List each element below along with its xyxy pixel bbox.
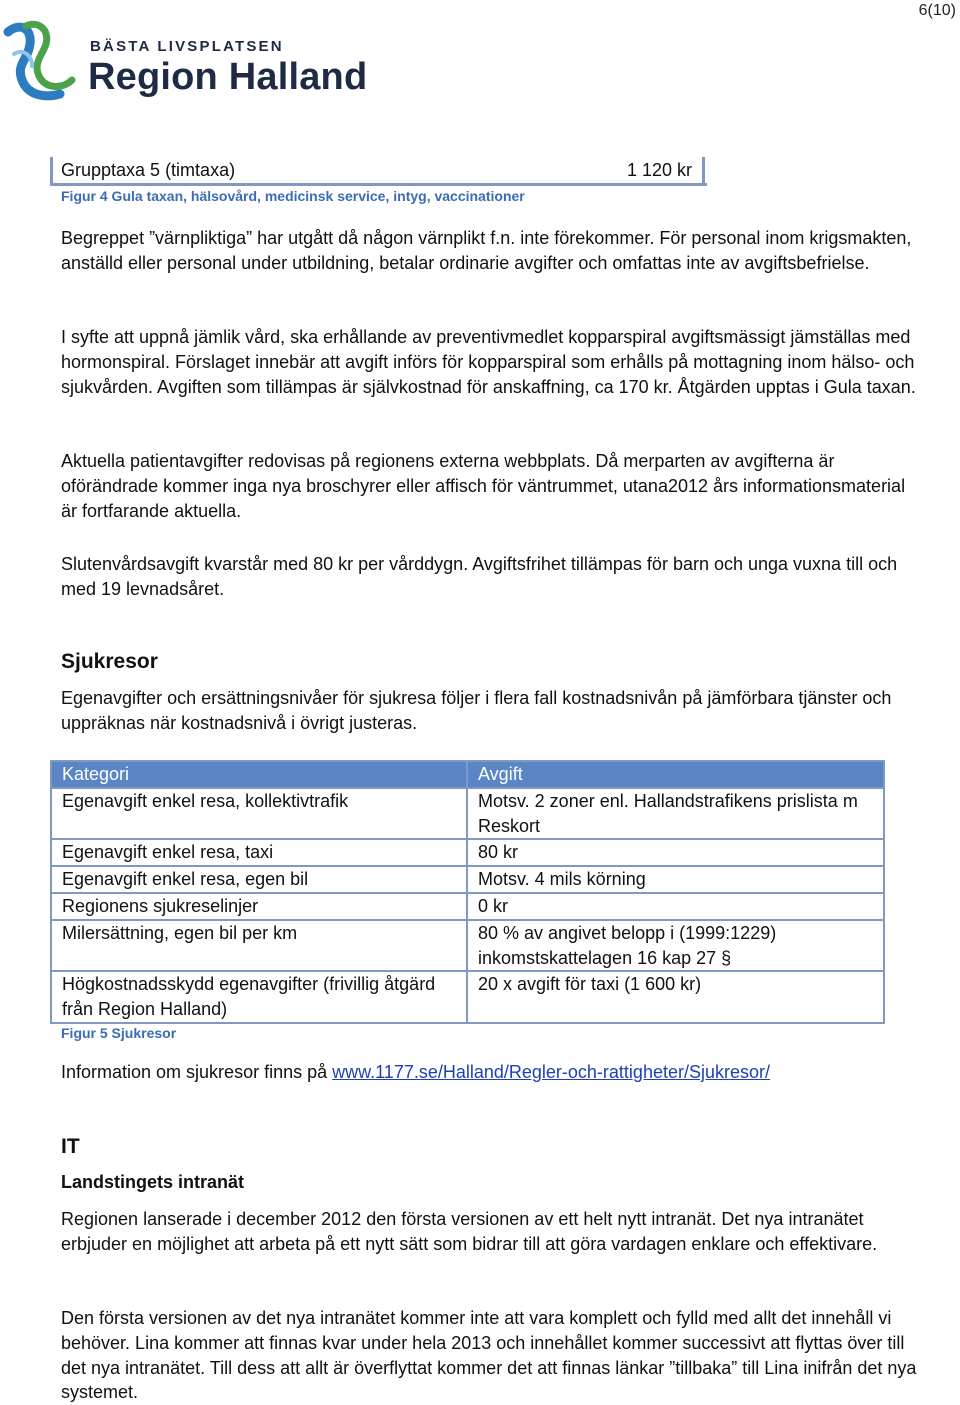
table-row [51, 788, 884, 840]
table-cell: Egenavgift enkel resa, kollektivtrafik [51, 788, 467, 840]
sjukresor-info-text: Information om sjukresor finns på [61, 1062, 333, 1082]
paragraph-intranat-lina: Den första versionen av det nya intranätet kommer inte att vara komplett och fylld med allt det innehåll vi behöver. Lina kommer att finnas kvar under hela 2013 och innehållet kommer successivt att flyttas över till det nya intranätet. Till dess att allt är överflyttat kommer det att finnas länkar ”tillbaka” till Lina inifrån det nya systemet. [61, 1308, 917, 1403]
heading-sjukresor: Sjukresor [61, 650, 158, 673]
table-header-kategori: Kategori [51, 761, 467, 788]
heading-it: IT [61, 1135, 80, 1158]
paragraph-varnplikt: Begreppet ”värnpliktiga” har utgått då någon värnplikt f.n. inte förekommer. För personal inom krigsmakten, anställd eller personal under utbildning, betalar ordinarie avgifter och omfattas inte av avgiftsbefrielse. [61, 228, 912, 273]
table-cell: 0 kr [467, 893, 884, 920]
logo-name: Region Halland [88, 56, 368, 98]
table-row [51, 971, 884, 1023]
heading-intranat: Landstingets intranät [61, 1172, 245, 1192]
table-row [51, 866, 884, 893]
figure-4-caption: Figur 4 Gula taxan, hälsovård, medicinsk service, intyg, vaccinationer [61, 188, 525, 204]
page-number: 6(10) [918, 2, 956, 19]
fee-label: Grupptaxa 5 (timtaxa) [61, 160, 236, 180]
table-cell: Egenavgift enkel resa, taxi [51, 839, 467, 866]
table-row [51, 893, 884, 920]
table-cell: 20 x avgift för taxi (1 600 kr) [467, 971, 884, 1023]
table-cell: Motsv. 2 zoner enl. Hallandstrafikens prislista m Reskort [467, 788, 884, 840]
paragraph-intranat-lansering: Regionen lanserade i december 2012 den första versionen av ett helt nytt intranät. Det nya intranätet erbjuder en möjlighet att arbeta på ett nytt sätt som bidrar till att göra vardagen enklare och effektivare. [61, 1209, 878, 1254]
table-cell: Regionens sjukreselinjer [51, 893, 467, 920]
table-cell: Motsv. 4 mils körning [467, 866, 884, 893]
sjukresor-table [50, 760, 885, 1024]
table-cell: 80 % av angivet belopp i (1999:1229) inkomstskattelagen 16 kap 27 § [467, 920, 884, 972]
figure-5-caption: Figur 5 Sjukresor [61, 1025, 177, 1041]
paragraph-patientavgifter: Aktuella patientavgifter redovisas på regionens externa webbplats. Då merparten av avgifterna är oförändrade kommer inga nya broschyrer eller affisch för väntrummet, utana2012 års informationsmaterial är fortfarande aktuella. [61, 451, 906, 521]
table-cell: 80 kr [467, 839, 884, 866]
fee-box-divider [702, 157, 705, 183]
fee-amount: 1 120 kr [627, 160, 693, 180]
logo-subtitle: BÄSTA LIVSPLATSEN [90, 38, 284, 55]
table-row [51, 920, 884, 972]
table-cell: Högkostnadsskydd egenavgifter (frivillig åtgärd från Region Halland) [51, 971, 467, 1023]
table-cell: Milersättning, egen bil per km [51, 920, 467, 972]
table-header-avgift: Avgift [467, 761, 884, 788]
table-cell: Egenavgift enkel resa, egen bil [51, 866, 467, 893]
table-row [51, 839, 884, 866]
paragraph-kopparspiral: I syfte att uppnå jämlik vård, ska erhållande av preventivmedlet kopparspiral avgiftsmässigt jämställas med hormonspiral. Förslaget innebär att avgift införs för kopparspiral som erhålls på mottagning inom hälso- och sjukvården. Avgiften som tillämpas är självkostnad för anskaffning, ca 170 kr. Åtgärden upptas i Gula taxan. [61, 327, 916, 397]
sjukresor-link[interactable]: www.1177.se/Halland/Regler-och-rattigheter/Sjukresor/ [332, 1062, 770, 1082]
paragraph-slutenvard: Slutenvårdsavgift kvarstår med 80 kr per vårddygn. Avgiftsfrihet tillämpas för barn och unga vuxna till och med 19 levnadsåret. [61, 554, 898, 599]
paragraph-sjukresor: Egenavgifter och ersättningsnivåer för sjukresa följer i flera fall kostnadsnivån på jämförbara tjänster och uppräknas när kostnadsnivå i övrigt justeras. [61, 688, 892, 733]
sjukresor-info [61, 1062, 770, 1083]
table-header-row [51, 761, 884, 788]
